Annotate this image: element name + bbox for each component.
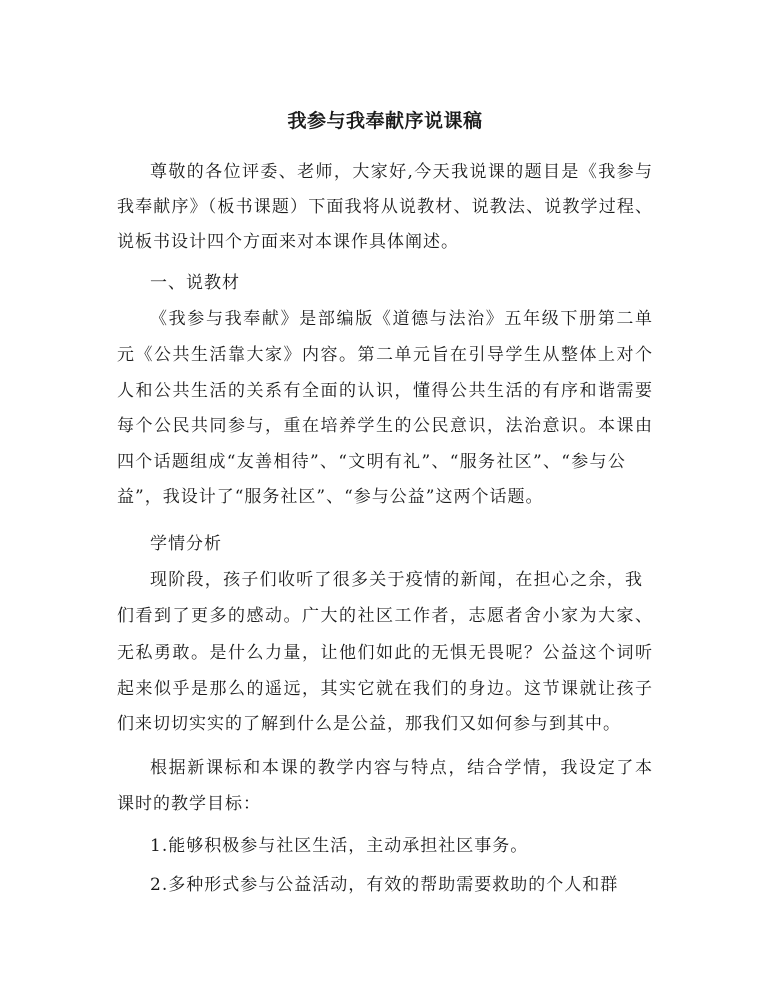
student-analysis-line-5: 们来切切实实的了解到什么是公益，那我们又如何参与到其中。 bbox=[117, 714, 621, 734]
objective-item-2: 2.多种形式参与公益活动，有效的帮助需要救助的个人和群 bbox=[150, 875, 619, 895]
teaching-material-line-2: 元《公共生活靠大家》内容。第二单元旨在引导学生从整体上对个 bbox=[117, 345, 653, 365]
teaching-material-line-3: 人和公共生活的关系有全面的认识，懂得公共生活的有序和谐需要 bbox=[117, 381, 653, 401]
objectives-intro-line-2: 课时的教学目标： bbox=[117, 794, 261, 814]
section-heading-student-analysis: 学情分析 bbox=[150, 534, 222, 554]
teaching-material-line-1: 《我参与我奉献》是部编版《道德与法治》五年级下册第二单 bbox=[150, 309, 653, 329]
document-title: 我参与我奉献序说课稿 bbox=[287, 110, 483, 132]
student-analysis-line-1: 现阶段，孩子们收听了很多关于疫情的新闻，在担心之余，我 bbox=[150, 570, 643, 590]
teaching-material-line-5: 四个话题组成“友善相待”、“文明有礼”、“服务社区”、“参与公 bbox=[117, 452, 627, 472]
objective-item-1: 1.能够积极参与社区生活，主动承担社区事务。 bbox=[150, 836, 529, 856]
student-analysis-line-4: 起来似乎是那么的遥远，其实它就在我们的身边。这节课就让孩子 bbox=[117, 679, 653, 699]
intro-line-2: 我奉献序》（板书课题）下面我将从说教材、说教法、说教学过程、 bbox=[117, 197, 653, 217]
intro-line-3: 说板书设计四个方面来对本课作具体阐述。 bbox=[117, 232, 459, 252]
student-analysis-line-2: 们看到了更多的感动。广大的社区工作者，志愿者舍小家为大家、 bbox=[117, 606, 653, 626]
teaching-material-line-6: 益”，我设计了“服务社区”、“参与公益”这两个话题。 bbox=[117, 487, 544, 507]
intro-line-1: 尊敬的各位评委、老师，大家好,今天我说课的题目是《我参与 bbox=[150, 162, 653, 182]
teaching-material-line-4: 每个公民共同参与，重在培养学生的公民意识，法治意识。本课由 bbox=[117, 416, 653, 436]
objectives-intro-line-1: 根据新课标和本课的教学内容与特点，结合学情，我设定了本 bbox=[150, 758, 653, 778]
section-heading-teaching-material: 一、说教材 bbox=[150, 273, 240, 293]
student-analysis-line-3: 无私勇敢。是什么力量，让他们如此的无惧无畏呢？公益这个词听 bbox=[117, 643, 653, 663]
